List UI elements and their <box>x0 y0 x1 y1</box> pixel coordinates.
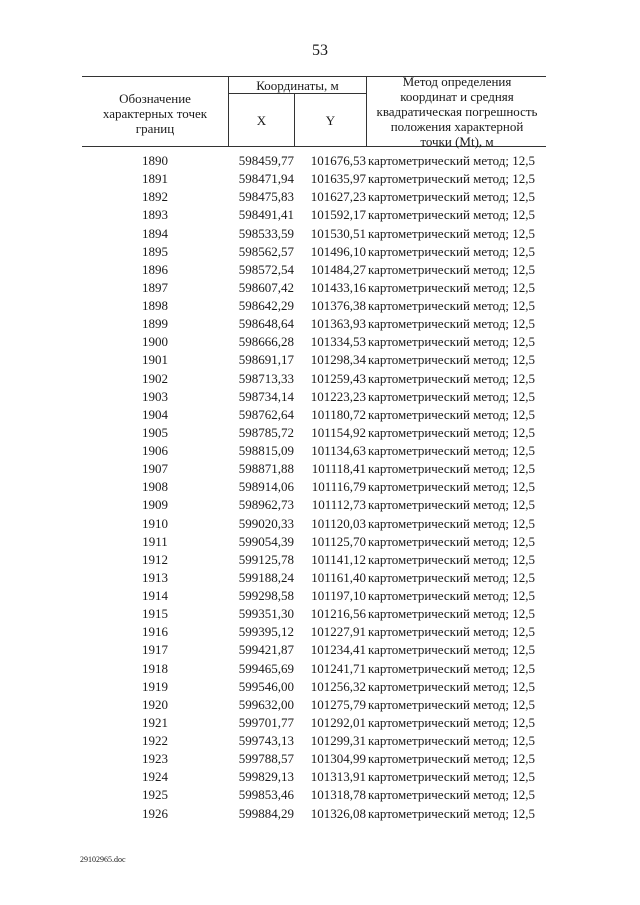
coordinate-y: 101627,23 <box>310 189 366 205</box>
coordinate-y: 101676,53 <box>310 153 366 168</box>
coordinate-x: 599632,00 <box>238 696 294 712</box>
coordinate-x: 599853,46 <box>238 787 294 803</box>
point-number: 1899 <box>142 316 168 332</box>
coordinate-y: 101125,70 <box>311 533 366 549</box>
method-text: картометрический метод; 12,5 <box>368 334 536 350</box>
point-number: 1895 <box>142 243 168 259</box>
coordinate-y: 101334,53 <box>310 334 366 350</box>
coordinate-y: 101216,56 <box>310 606 366 622</box>
method-text: картометрический метод; 12,5 <box>368 479 536 495</box>
table-row <box>82 188 546 206</box>
table-row <box>82 515 546 533</box>
method-text: картометрический метод; 12,5 <box>368 642 536 658</box>
point-number: 1896 <box>142 261 168 277</box>
table-row <box>82 623 546 641</box>
header-method: Метод определения координат и средняя квадратическая погрешность положения характерной точки (Mt), м <box>376 74 538 149</box>
method-text: картометрический метод; 12,5 <box>368 424 536 440</box>
point-number: 1892 <box>142 189 168 205</box>
coordinate-y: 101530,51 <box>310 225 366 241</box>
coordinate-x: 598648,64 <box>238 316 294 332</box>
table-row <box>82 424 546 442</box>
point-number: 1916 <box>142 624 168 640</box>
coordinate-y: 101326,08 <box>310 805 366 821</box>
table-row <box>82 551 546 569</box>
point-number: 1914 <box>142 588 168 603</box>
coordinate-y: 101241,71 <box>310 660 366 676</box>
point-number: 1908 <box>142 479 168 495</box>
method-text: картометрический метод; 12,5 <box>368 769 536 785</box>
coordinate-y: 101223,23 <box>310 388 366 404</box>
method-text: картометрический метод; 12,5 <box>368 588 536 603</box>
table-row <box>82 279 546 297</box>
page-number: 53 <box>312 42 328 59</box>
table-row <box>82 333 546 351</box>
method-text: картометрический метод; 12,5 <box>368 696 536 712</box>
coordinate-y: 101197,10 <box>311 588 366 603</box>
method-text: картометрический метод; 12,5 <box>368 316 536 332</box>
point-number: 1919 <box>142 678 168 694</box>
point-number: 1910 <box>142 515 168 531</box>
method-text: картометрический метод; 12,5 <box>368 714 536 730</box>
point-number: 1924 <box>142 769 168 785</box>
coordinate-y: 101299,31 <box>310 733 366 748</box>
coordinate-x: 598815,09 <box>238 443 294 458</box>
table-row <box>82 370 546 388</box>
table-row <box>82 496 546 514</box>
header-point-designation: Обозначение характерных точек границ <box>102 90 208 136</box>
coordinate-x: 598914,06 <box>238 479 294 495</box>
table-row <box>82 315 546 333</box>
coordinate-y: 101134,63 <box>311 443 366 458</box>
table-row <box>82 460 546 478</box>
method-text: картометрический метод; 12,5 <box>368 678 536 694</box>
coordinate-y: 101161,40 <box>311 569 366 585</box>
coordinate-x: 599546,00 <box>238 678 294 694</box>
coordinate-y: 101635,97 <box>310 171 366 187</box>
table-row <box>82 641 546 659</box>
point-number: 1893 <box>142 207 168 223</box>
header-x: X <box>256 112 267 128</box>
point-number: 1898 <box>142 298 168 313</box>
point-number: 1923 <box>142 751 168 767</box>
table-row <box>82 605 546 623</box>
method-text: картометрический метод; 12,5 <box>368 261 536 277</box>
coordinate-x: 598871,88 <box>238 461 294 477</box>
point-number: 1909 <box>142 497 168 513</box>
coordinate-x: 599395,12 <box>238 624 294 640</box>
point-number: 1918 <box>142 660 168 676</box>
coordinate-x: 599020,33 <box>238 515 294 531</box>
method-text: картометрический метод; 12,5 <box>368 551 536 567</box>
table-row <box>82 406 546 424</box>
table-row <box>82 805 546 823</box>
coordinate-x: 599421,87 <box>238 642 294 658</box>
coordinate-y: 101484,27 <box>310 261 366 277</box>
point-number: 1905 <box>142 424 168 440</box>
method-text: картометрический метод; 12,5 <box>368 370 536 386</box>
coordinate-x: 598533,59 <box>238 225 294 241</box>
method-text: картометрический метод; 12,5 <box>368 733 536 748</box>
table-row <box>82 533 546 551</box>
point-number: 1913 <box>142 569 168 585</box>
coordinate-x: 598962,73 <box>238 497 294 513</box>
coordinate-y: 101120,03 <box>311 515 366 531</box>
coordinate-x: 599701,77 <box>238 714 294 730</box>
point-number: 1906 <box>142 443 168 458</box>
method-text: картометрический метод; 12,5 <box>368 243 536 259</box>
coordinate-y: 101376,38 <box>310 298 366 313</box>
method-text: картометрический метод; 12,5 <box>368 569 536 585</box>
coordinate-x: 598734,14 <box>238 388 294 404</box>
coordinate-x: 598642,29 <box>238 298 294 313</box>
point-number: 1917 <box>142 642 168 658</box>
method-text: картометрический метод; 12,5 <box>368 352 536 368</box>
coordinate-x: 598491,41 <box>238 207 294 223</box>
coordinate-x: 598666,28 <box>238 334 294 350</box>
table-row <box>82 170 546 188</box>
point-number: 1903 <box>142 388 168 404</box>
coordinate-y: 101275,79 <box>310 696 366 712</box>
coordinate-y: 101313,91 <box>310 769 366 785</box>
method-text: картометрический метод; 12,5 <box>368 279 536 295</box>
coordinate-y: 101256,32 <box>310 678 366 694</box>
method-text: картометрический метод; 12,5 <box>368 624 536 640</box>
coordinate-x: 598762,64 <box>238 406 294 422</box>
coordinate-y: 101292,01 <box>310 714 366 730</box>
point-number: 1911 <box>142 533 168 549</box>
coordinate-x: 598607,42 <box>238 279 294 295</box>
method-text: картометрический метод; 12,5 <box>368 298 536 313</box>
method-text: картометрический метод; 12,5 <box>368 497 536 513</box>
method-text: картометрический метод; 12,5 <box>368 189 536 205</box>
coordinate-x: 599298,58 <box>238 588 294 603</box>
coordinate-x: 598471,94 <box>238 171 294 187</box>
method-text: картометрический метод; 12,5 <box>368 171 536 187</box>
coordinate-x: 598562,57 <box>238 243 294 259</box>
point-number: 1921 <box>142 714 168 730</box>
table-row <box>82 678 546 696</box>
coordinate-x: 599351,30 <box>238 606 294 622</box>
table-row <box>82 388 546 406</box>
table-row <box>82 714 546 732</box>
table-row <box>82 243 546 261</box>
table-row <box>82 297 546 315</box>
coordinate-y: 101141,12 <box>311 551 366 567</box>
table-row <box>82 442 546 460</box>
coordinate-x: 598713,33 <box>238 370 294 386</box>
table-row <box>82 660 546 678</box>
coordinate-y: 101180,72 <box>311 406 366 422</box>
coordinate-x: 598572,54 <box>238 261 294 277</box>
method-text: картометрический метод; 12,5 <box>368 805 536 821</box>
coordinate-x: 599884,29 <box>238 805 294 821</box>
point-number: 1920 <box>142 696 168 712</box>
coordinate-y: 101154,92 <box>311 424 366 440</box>
coordinate-y: 101298,34 <box>310 352 366 368</box>
point-number: 1926 <box>142 805 168 821</box>
coordinate-y: 101592,17 <box>310 207 366 223</box>
table-row <box>82 152 546 170</box>
point-number: 1904 <box>142 406 168 422</box>
coordinate-y: 101304,99 <box>310 751 366 767</box>
point-number: 1912 <box>142 551 168 567</box>
coordinate-x: 599829,13 <box>238 769 294 785</box>
coordinate-x: 599743,13 <box>238 733 294 748</box>
method-text: картометрический метод; 12,5 <box>368 153 536 168</box>
coordinate-x: 599465,69 <box>238 660 294 676</box>
header-divider <box>366 77 367 146</box>
table-body <box>82 152 546 823</box>
coordinate-y: 101118,41 <box>311 461 366 477</box>
coordinate-x: 599125,78 <box>238 551 294 567</box>
table-row <box>82 768 546 786</box>
table-row <box>82 696 546 714</box>
method-text: картометрический метод; 12,5 <box>368 461 536 477</box>
header-coordinates: Координаты, м <box>256 77 339 93</box>
coordinate-x: 598459,77 <box>238 153 294 168</box>
table-row <box>82 587 546 605</box>
point-number: 1891 <box>142 171 168 187</box>
table-row <box>82 750 546 768</box>
coordinate-y: 101227,91 <box>310 624 366 640</box>
coordinate-y: 101234,41 <box>310 642 366 658</box>
point-number: 1897 <box>142 279 168 295</box>
method-text: картометрический метод; 12,5 <box>368 515 536 531</box>
document-filename: 29102965.doc <box>80 855 126 864</box>
header-y: Y <box>325 112 336 128</box>
coordinate-x: 598785,72 <box>238 424 294 440</box>
table-row <box>82 206 546 224</box>
method-text: картометрический метод; 12,5 <box>368 388 536 404</box>
table-row <box>82 351 546 369</box>
method-text: картометрический метод; 12,5 <box>368 443 536 458</box>
coordinate-x: 599188,24 <box>238 569 294 585</box>
coordinate-y: 101259,43 <box>310 370 366 386</box>
coordinate-y: 101496,10 <box>310 243 366 259</box>
table-row <box>82 478 546 496</box>
coordinate-y: 101363,93 <box>310 316 366 332</box>
table-row <box>82 261 546 279</box>
table-row <box>82 786 546 804</box>
coordinate-y: 101318,78 <box>310 787 366 803</box>
point-number: 1907 <box>142 461 168 477</box>
coordinate-x: 598691,17 <box>238 352 294 368</box>
point-number: 1925 <box>142 787 168 803</box>
point-number: 1890 <box>142 153 168 168</box>
method-text: картометрический метод; 12,5 <box>368 225 536 241</box>
point-number: 1900 <box>142 334 168 350</box>
method-text: картометрический метод; 12,5 <box>368 787 536 803</box>
method-text: картометрический метод; 12,5 <box>368 660 536 676</box>
method-text: картометрический метод; 12,5 <box>368 533 536 549</box>
point-number: 1902 <box>142 370 168 386</box>
coordinate-y: 101116,79 <box>311 479 366 495</box>
coordinate-y: 101112,73 <box>311 497 366 513</box>
point-number: 1922 <box>142 733 168 748</box>
coordinate-x: 599788,57 <box>238 751 294 767</box>
point-number: 1901 <box>142 352 168 368</box>
point-number: 1894 <box>142 225 168 241</box>
coordinate-y: 101433,16 <box>310 279 366 295</box>
method-text: картометрический метод; 12,5 <box>368 406 536 422</box>
method-text: картометрический метод; 12,5 <box>368 751 536 767</box>
point-number: 1915 <box>142 606 168 622</box>
coordinate-x: 598475,83 <box>238 189 294 205</box>
table-header <box>82 76 546 147</box>
table-row <box>82 225 546 243</box>
method-text: картометрический метод; 12,5 <box>368 606 536 622</box>
method-text: картометрический метод; 12,5 <box>368 207 536 223</box>
coordinate-x: 599054,39 <box>238 533 294 549</box>
table-row <box>82 569 546 587</box>
table-row <box>82 732 546 750</box>
